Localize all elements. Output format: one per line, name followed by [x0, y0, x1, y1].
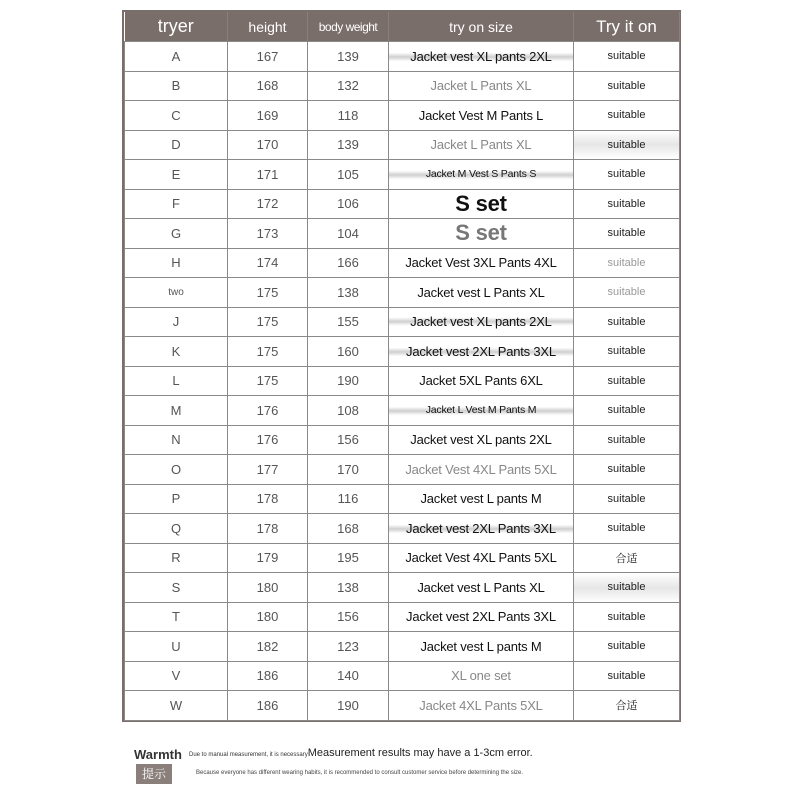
height-cell: 176: [228, 396, 308, 426]
table-row: [125, 602, 680, 632]
fit-cell: suitable: [574, 307, 680, 337]
fit-cell: suitable: [574, 160, 680, 190]
table-row: [125, 219, 680, 249]
size-cell: Jacket Vest 4XL Pants 5XL: [389, 543, 574, 573]
tryer-cell: S: [125, 573, 228, 603]
tip-badge: 提示: [136, 764, 172, 784]
warmth-label: Warmth: [134, 747, 182, 762]
height-cell: 167: [228, 42, 308, 72]
fit-cell: suitable: [574, 602, 680, 632]
fit-cell: suitable: [574, 366, 680, 396]
table-row: [125, 337, 680, 367]
table-row: [125, 101, 680, 131]
size-cell: Jacket vest L Pants XL: [389, 573, 574, 603]
weight-cell: 139: [308, 42, 389, 72]
size-cell: Jacket vest 2XL Pants 3XL: [389, 514, 574, 544]
measurement-note: [189, 747, 533, 759]
height-cell: 175: [228, 278, 308, 308]
size-cell: Jacket 4XL Pants 5XL: [389, 691, 574, 721]
size-cell: S set: [389, 189, 574, 219]
tryer-cell: Q: [125, 514, 228, 544]
size-cell: Jacket vest XL pants 2XL: [389, 425, 574, 455]
size-cell: Jacket vest L pants M: [389, 632, 574, 662]
weight-cell: 190: [308, 691, 389, 721]
tryer-cell: two: [125, 278, 228, 308]
weight-cell: 170: [308, 455, 389, 485]
size-cell: Jacket L Pants XL: [389, 71, 574, 101]
size-cell: Jacket vest XL pants 2XL: [389, 42, 574, 72]
table-row: [125, 278, 680, 308]
table-header: [125, 12, 680, 42]
table-row: [125, 307, 680, 337]
table-row: [125, 691, 680, 721]
height-cell: 170: [228, 130, 308, 160]
table-row: [125, 514, 680, 544]
height-cell: 173: [228, 219, 308, 249]
weight-cell: 190: [308, 366, 389, 396]
weight-cell: 104: [308, 219, 389, 249]
weight-cell: 118: [308, 101, 389, 131]
note-prefix: Due to manual measurement, it is necessary: [189, 752, 308, 758]
table-row: [125, 573, 680, 603]
fit-cell: suitable: [574, 632, 680, 662]
tryer-cell: U: [125, 632, 228, 662]
tryer-cell: N: [125, 425, 228, 455]
height-cell: 175: [228, 366, 308, 396]
height-cell: 178: [228, 484, 308, 514]
size-cell: S set: [389, 219, 574, 249]
height-cell: 186: [228, 691, 308, 721]
weight-cell: 106: [308, 189, 389, 219]
height-cell: 178: [228, 514, 308, 544]
fit-cell: 合适: [574, 543, 680, 573]
table-row: [125, 366, 680, 396]
height-cell: 175: [228, 337, 308, 367]
tryer-cell: F: [125, 189, 228, 219]
tryer-cell: C: [125, 101, 228, 131]
size-cell: Jacket Vest 4XL Pants 5XL: [389, 455, 574, 485]
tryer-cell: P: [125, 484, 228, 514]
height-cell: 168: [228, 71, 308, 101]
size-cell: Jacket vest 2XL Pants 3XL: [389, 602, 574, 632]
fit-cell: suitable: [574, 661, 680, 691]
weight-cell: 138: [308, 278, 389, 308]
fit-cell: suitable: [574, 396, 680, 426]
size-cell: Jacket L Pants XL: [389, 130, 574, 160]
table-row: [125, 248, 680, 278]
fit-cell: suitable: [574, 248, 680, 278]
table-row: [125, 42, 680, 72]
size-cell: Jacket vest 2XL Pants 3XL: [389, 337, 574, 367]
table-row: [125, 396, 680, 426]
size-cell: Jacket 5XL Pants 6XL: [389, 366, 574, 396]
weight-cell: 138: [308, 573, 389, 603]
size-cell: Jacket vest XL pants 2XL: [389, 307, 574, 337]
fit-cell: suitable: [574, 514, 680, 544]
footer-note: [134, 740, 734, 790]
size-cell: Jacket Vest 3XL Pants 4XL: [389, 248, 574, 278]
size-cell: XL one set: [389, 661, 574, 691]
fit-cell: suitable: [574, 425, 680, 455]
fit-cell: suitable: [574, 130, 680, 160]
height-cell: 174: [228, 248, 308, 278]
tryer-cell: E: [125, 160, 228, 190]
fit-cell: suitable: [574, 71, 680, 101]
height-cell: 179: [228, 543, 308, 573]
tryer-cell: V: [125, 661, 228, 691]
height-cell: 180: [228, 573, 308, 603]
fit-cell: suitable: [574, 337, 680, 367]
table-row: [125, 661, 680, 691]
fit-cell: 合适: [574, 691, 680, 721]
height-cell: 180: [228, 602, 308, 632]
tryer-cell: H: [125, 248, 228, 278]
fit-cell: suitable: [574, 573, 680, 603]
header-try-on-size: try on size: [389, 12, 574, 42]
fit-cell: suitable: [574, 189, 680, 219]
height-cell: 169: [228, 101, 308, 131]
tryer-cell: R: [125, 543, 228, 573]
table-row: [125, 71, 680, 101]
fit-cell: suitable: [574, 455, 680, 485]
table-row: [125, 130, 680, 160]
note-main: Measurement results may have a 1-3cm error.: [307, 747, 533, 759]
weight-cell: 139: [308, 130, 389, 160]
size-cell: Jacket vest L pants M: [389, 484, 574, 514]
consult-note: Because everyone has different wearing habits, it is recommended to consult customer service before determining the size.: [196, 770, 524, 776]
weight-cell: 123: [308, 632, 389, 662]
table-row: [125, 189, 680, 219]
tryer-cell: A: [125, 42, 228, 72]
weight-cell: 168: [308, 514, 389, 544]
table-row: [125, 484, 680, 514]
weight-cell: 166: [308, 248, 389, 278]
table-row: [125, 160, 680, 190]
fit-cell: suitable: [574, 101, 680, 131]
size-table: [124, 12, 680, 721]
weight-cell: 116: [308, 484, 389, 514]
tryer-cell: L: [125, 366, 228, 396]
tryer-cell: T: [125, 602, 228, 632]
height-cell: 171: [228, 160, 308, 190]
header-try-it-on: Try it on: [574, 12, 680, 42]
table-row: [125, 425, 680, 455]
size-cell: Jacket M Vest S Pants S: [389, 160, 574, 190]
weight-cell: 140: [308, 661, 389, 691]
header-tryer: tryer: [125, 12, 228, 42]
size-cell: Jacket vest L Pants XL: [389, 278, 574, 308]
height-cell: 172: [228, 189, 308, 219]
fit-cell: suitable: [574, 278, 680, 308]
tryer-cell: D: [125, 130, 228, 160]
size-cell: Jacket Vest M Pants L: [389, 101, 574, 131]
header-row: [125, 12, 680, 42]
tryer-cell: G: [125, 219, 228, 249]
table-body: [125, 42, 680, 721]
table-row: [125, 543, 680, 573]
tryer-cell: O: [125, 455, 228, 485]
height-cell: 182: [228, 632, 308, 662]
weight-cell: 195: [308, 543, 389, 573]
fit-cell: suitable: [574, 484, 680, 514]
table-row: [125, 632, 680, 662]
size-cell: Jacket L Vest M Pants M: [389, 396, 574, 426]
tryer-cell: K: [125, 337, 228, 367]
weight-cell: 156: [308, 425, 389, 455]
height-cell: 175: [228, 307, 308, 337]
height-cell: 177: [228, 455, 308, 485]
fit-cell: suitable: [574, 42, 680, 72]
weight-cell: 105: [308, 160, 389, 190]
tryer-cell: B: [125, 71, 228, 101]
weight-cell: 108: [308, 396, 389, 426]
header-height: height: [228, 12, 308, 42]
fit-cell: suitable: [574, 219, 680, 249]
weight-cell: 155: [308, 307, 389, 337]
height-cell: 176: [228, 425, 308, 455]
weight-cell: 156: [308, 602, 389, 632]
height-cell: 186: [228, 661, 308, 691]
header-body-weight: body weight: [308, 12, 389, 42]
tryer-cell: J: [125, 307, 228, 337]
tryer-cell: M: [125, 396, 228, 426]
table-row: [125, 455, 680, 485]
tryer-cell: W: [125, 691, 228, 721]
weight-cell: 160: [308, 337, 389, 367]
weight-cell: 132: [308, 71, 389, 101]
size-chart: [122, 10, 681, 722]
